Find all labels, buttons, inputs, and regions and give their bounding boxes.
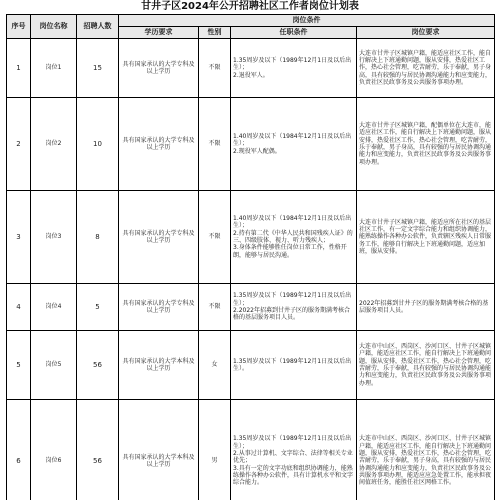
row-count: 56 <box>77 331 119 400</box>
row-position: 岗位2 <box>31 98 77 191</box>
row-count: 56 <box>77 400 119 500</box>
row-count: 5 <box>77 284 119 331</box>
row-position: 岗位1 <box>31 39 77 98</box>
row-education: 具有国家承认的大学专科及以上学历 <box>119 39 199 98</box>
row-qualification: 1.35周岁及以下（1989年12月1日及以后出生）； 2.从事过计算机、文字综合、法律等相关专业优先； 3.具有一定的文字功底和组织协调能力，能熟练操作各种办公软件，具有计算机水平和文字综合能力。 <box>231 400 357 500</box>
row-education: 具有国家承认的大学专科及以上学历 <box>119 191 199 284</box>
table-row <box>7 39 495 98</box>
row-no: 3 <box>7 191 31 284</box>
row-count: 15 <box>77 39 119 98</box>
header-count: 招聘人数 <box>77 15 119 39</box>
row-qualification: 1.40周岁及以下（1984年12月1日及以后出生）； 2.现役军人配偶。 <box>231 98 357 191</box>
row-position: 岗位5 <box>31 331 77 400</box>
row-qualification: 1.40周岁及以下（1984年12月1日及以后出生）； 2.持有第二代《中华人民共和国残疾人证》的三、四级肢体、视力、听力残疾人； 3.身体条件能够胜任岗位日常工作，性格开朗，能够与居民沟通。 <box>231 191 357 284</box>
table-row <box>7 284 495 331</box>
row-gender: 女 <box>199 331 231 400</box>
header-gender: 性别 <box>199 27 231 39</box>
table-row <box>7 400 495 500</box>
row-gender: 不限 <box>199 39 231 98</box>
position-plan-table <box>6 14 495 500</box>
row-qualification: 1.35周岁及以下（1989年12月1日及以后出生）； 2.2022年招募到甘井子区的服务期满考核合格的基层服务项目人员。 <box>231 284 357 331</box>
row-duty: 2022年招募到甘井子区的服务期满考核合格的基层服务项目人员。 <box>357 284 495 331</box>
row-count: 10 <box>77 98 119 191</box>
row-duty: 大连市甘井子区城镇户籍，配偶单位在大连市，能适应社区工作，能自行解决上下班通勤问题，服从安排，热爱社区工作，热心社会管理，吃苦耐劳，乐于奉献，男子身高，具有较强的与居民协调沟通能力和应变能力，负责社区民政事务及公共服务事项办理。 <box>357 98 495 191</box>
row-qualification: 1.35周岁及以下（1989年12月1日及以后出生）。 <box>231 331 357 400</box>
header-no: 序号 <box>7 15 31 39</box>
row-duty: 大连市中山区、西岗区、沙河口区、甘井子区城镇户籍，能适应社区工作，能自行解决上下班通勤问题，服从安排，热爱社区工作，热心社会管理，吃苦耐劳，乐于奉献，男子身高，具有较强的与居民协调沟通能力和应变能力，负责社区民政事务及公共服务事项办理，能适应应急处置工作，能承担夜间值班任务，能胜任社区网格工作。 <box>357 400 495 500</box>
row-count: 8 <box>77 191 119 284</box>
row-education: 具有国家承认的大学本科及以上学历 <box>119 400 199 500</box>
header-row-1 <box>7 15 495 27</box>
page-title: 甘井子区2024年公开招聘社区工作者岗位计划表 <box>6 0 494 15</box>
row-gender: 不限 <box>199 191 231 284</box>
header-qualification: 任职条件 <box>231 27 357 39</box>
row-education: 具有国家承认的大学专科及以上学历 <box>119 284 199 331</box>
row-gender: 男 <box>199 400 231 500</box>
table-row <box>7 331 495 400</box>
row-no: 5 <box>7 331 31 400</box>
row-gender: 不限 <box>199 98 231 191</box>
header-duty: 岗位要求 <box>357 27 495 39</box>
row-no: 2 <box>7 98 31 191</box>
row-no: 6 <box>7 400 31 500</box>
row-education: 具有国家承认的大学专科及以上学历 <box>119 98 199 191</box>
row-duty: 大连市甘井子区城镇户籍，能适应社区工作，能自行解决上下班通勤问题，服从安排，热爱社区工作，热心社会管理，吃苦耐劳，乐于奉献，男子身高，具有较强的与居民协调沟通能力和应变能力，负责社区民政事务及公共服务事项办理。 <box>357 39 495 98</box>
row-position: 岗位4 <box>31 284 77 331</box>
row-position: 岗位6 <box>31 400 77 500</box>
row-duty: 大连市甘井子区城镇户籍，能适应所在社区的基层社区工作，有一定文字综合能力和组织协调能力，能熟练操作各种办公软件，负责辖区残疾人日常服务工作，能够自行解决上下班通勤问题，适应加班，服从安排。 <box>357 191 495 284</box>
row-no: 1 <box>7 39 31 98</box>
table-row <box>7 191 495 284</box>
header-conditions: 岗位条件 <box>119 15 495 27</box>
row-education: 具有国家承认的大学本科及以上学历 <box>119 331 199 400</box>
row-no: 4 <box>7 284 31 331</box>
table-row <box>7 98 495 191</box>
header-education: 学历要求 <box>119 27 199 39</box>
row-qualification: 1.35周岁及以下（1989年12月1日及以后出生）； 2.退役军人。 <box>231 39 357 98</box>
row-position: 岗位3 <box>31 191 77 284</box>
row-duty: 大连市中山区、西岗区、沙河口区、甘井子区城镇户籍，能适应社区工作，能自行解决上下班通勤问题，服从安排，热爱社区工作，热心社会管理，吃苦耐劳，乐于奉献，具有较强的与居民协调沟通能力和应变能力，负责社区民政事务及公共服务事项办理。 <box>357 331 495 400</box>
header-position: 岗位名称 <box>31 15 77 39</box>
row-gender: 不限 <box>199 284 231 331</box>
